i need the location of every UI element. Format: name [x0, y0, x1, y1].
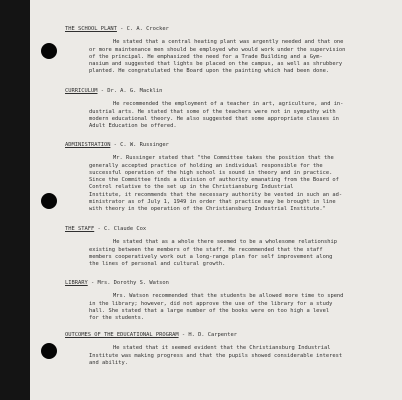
text-line: Mrs. Watson recommended that the students be allowed more time to spend	[113, 293, 344, 300]
text-line: He recommended the employment of a teacher in art, agriculture, and in-	[113, 101, 344, 108]
section-paragraph	[65, 293, 388, 322]
section-outcomes	[65, 332, 388, 367]
text-line: dustrial arts. He stated that some of the teachers were not in sympathy with	[89, 108, 336, 115]
section-staff	[65, 226, 388, 268]
text-line: with theory in the operation of the Christiansburg Industrial Institute."	[89, 206, 326, 213]
section-paragraph	[65, 155, 388, 213]
section-paragraph	[65, 39, 388, 75]
text-line: modern educational theory. He also suggested that some appropriate classes in	[89, 115, 339, 122]
punch-hole	[41, 193, 57, 209]
section-paragraph	[65, 101, 388, 130]
text-line: successful operation of the high school is sound in theory and in practice.	[89, 169, 333, 176]
text-line: and ability.	[89, 359, 128, 366]
text-line: existing between the members of the staff. He recommended that the staff	[89, 246, 323, 253]
section-paragraph	[65, 345, 388, 367]
heading-author: - Mrs. Dorothy S. Watson	[87, 280, 169, 286]
text-line: Adult Education be offered.	[89, 123, 177, 130]
text-line: nasium and suggested that lights be placed on the campus, as well as shrubbery	[89, 61, 343, 68]
punch-hole	[41, 43, 57, 59]
heading-author: - C. W. Russinger	[110, 142, 169, 148]
punch-hole	[41, 343, 57, 359]
text-line: Institute was making progress and that the pupils showed considerable interest	[89, 352, 343, 359]
text-line: ministrator as of July 1, 1949 in order that practice may be brought in line	[89, 199, 336, 206]
heading-author: - H. D. Carpenter	[178, 332, 238, 338]
text-line: in the library; however, did not approve the use of the library for a study	[89, 300, 333, 307]
text-line: of the principal. He emphasized the need for a Trade Building and a Gym-	[89, 53, 323, 60]
heading-title: THE STAFF	[65, 226, 95, 232]
section-library	[65, 280, 388, 322]
heading-author: - C. A. Crocker	[116, 26, 169, 32]
text-line: Control relative to the set up in the Christiansburg Industrial	[89, 184, 294, 191]
section-administration	[65, 142, 388, 214]
text-line: members cooperatively work out a long-range plan for self improvement along	[89, 253, 333, 260]
heading-title: OUTCOMES OF THE EDUCATIONAL PROGRAM	[65, 332, 179, 338]
date-line	[180, 0, 225, 2]
text-line: for the students.	[89, 315, 145, 322]
section-heading	[65, 226, 388, 233]
section-school-plant	[65, 26, 388, 76]
section-heading	[65, 26, 388, 33]
text-line: He stated that a central heating plant was argently needed and that one	[113, 39, 344, 46]
text-line: He stated that it seemed evident that the Christiansburg Industrial	[113, 345, 331, 352]
heading-title: ADMINISTRATION	[65, 142, 111, 148]
text-line: Mr. Russinger stated that "the Committee takes the position that the	[113, 155, 334, 162]
text-line: He stated that as a whole there seemed to be a wholesome relationship	[113, 239, 337, 246]
document-page	[30, 0, 402, 400]
text-line: hall. She stated that a large number of the books were on too high a level	[89, 307, 330, 314]
text-line: or more maintenance men should be employed who would work under the supervision	[89, 46, 346, 53]
section-curriculum	[65, 88, 388, 130]
section-paragraph	[65, 239, 388, 268]
text-line: generally accepted practice of holding an individual responsible for the	[89, 162, 323, 169]
section-heading	[65, 142, 388, 149]
heading-author: - C. Claude Cox	[94, 226, 147, 232]
text-line: Since the Committee finds a division of authority emanating from the Board of	[89, 177, 339, 184]
heading-title: LIBRARY	[65, 280, 88, 286]
section-heading	[65, 280, 388, 287]
heading-title: CURRICULUM	[65, 88, 98, 94]
text-line: Institute, it recommends that the necessary authority be vested in such an ad-	[89, 191, 343, 198]
heading-author: - Dr. A. G. Macklin	[97, 88, 163, 94]
section-heading	[65, 332, 388, 339]
section-heading	[65, 88, 388, 95]
heading-title: THE SCHOOL PLANT	[65, 26, 117, 32]
text-line: planted. He congratulated the Board upon the painting which had been done.	[89, 68, 330, 75]
text-line: the lines of personal and cultural growth.	[89, 261, 226, 268]
